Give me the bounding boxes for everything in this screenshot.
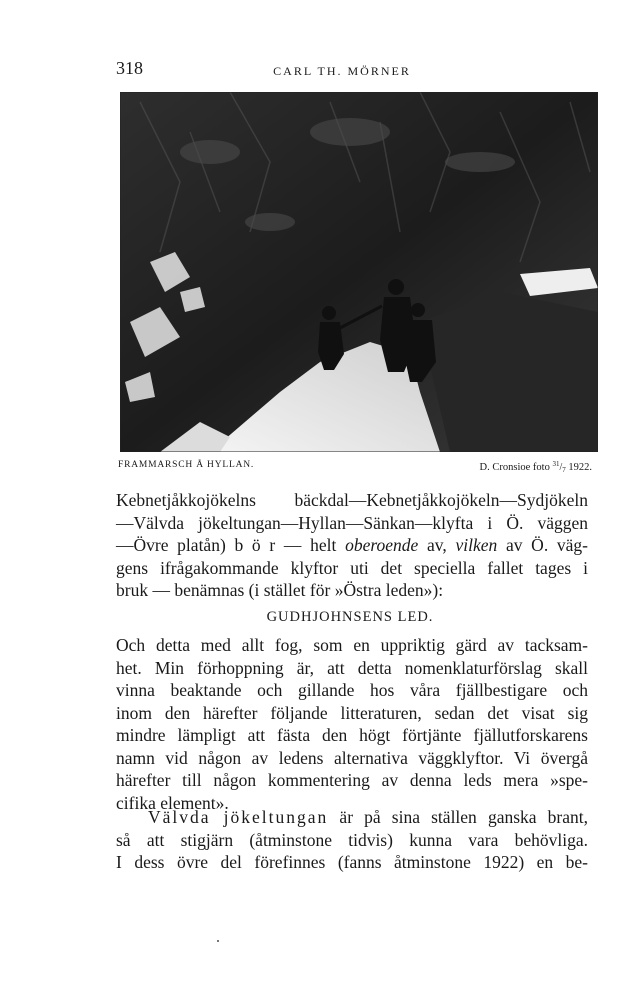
text-span: är på sina ställen ganska brant,	[328, 807, 588, 827]
text-line: cifika element».	[116, 792, 229, 813]
credit-day: 31	[552, 460, 560, 468]
text-line	[116, 534, 588, 557]
text-span: av,	[418, 535, 456, 555]
page-number: 318	[116, 58, 143, 78]
page-speck	[217, 940, 219, 942]
running-head: CARL TH. MÖRNER	[273, 64, 411, 78]
spaced-term: Välvda jökeltungan	[148, 807, 329, 827]
mountain-climbers-photo	[120, 92, 598, 452]
credit-month: 7	[562, 466, 566, 474]
photograph	[120, 92, 598, 452]
text-line: inom den härefter följande litteraturen, sedan det visat sig	[116, 702, 588, 723]
credit-prefix: D. Cronsioe foto	[479, 462, 553, 473]
photo-credit: D. Cronsioe foto $^{31}/_7$ 1922.	[479, 460, 592, 474]
text-line: namn vid någon av ledens alternativa väggklyftor. Vi övergå	[116, 747, 588, 768]
emphasis-vilken: vilken	[455, 535, 498, 555]
text-line: Och detta med allt fog, som en uppriktig gärd av tacksam-	[116, 635, 588, 655]
text-line: så att stigjärn (åtminstone tidvis) kunna vara behövliga.	[116, 829, 588, 850]
text-line: härefter till någon kommentering av denna leds mera »spe-	[116, 770, 588, 790]
text-line: bruk — benämnas (i stället för »Östra leden»):	[116, 580, 444, 600]
text-line: I dess övre del förefinnes (fanns åtminstone 1922) en be-	[116, 852, 588, 872]
text-line: Kebnetjåkkojökelns bäckdal—Kebnetjåkkojökeln—Sydjökeln	[116, 490, 588, 510]
emphasis-oberoende: oberoende	[345, 535, 419, 555]
section-heading: GUDHJOHNSENS LED.	[266, 609, 434, 625]
text-line: vinna beaktande och gillande hos våra fjällbestigare och	[116, 680, 588, 700]
text-line	[116, 806, 588, 829]
paragraph-glacier-tongue	[116, 806, 588, 874]
figure-caption: FRAMMARSCH Å HYLLAN.	[118, 460, 255, 470]
paragraph-dedication	[116, 634, 588, 814]
paragraph-route-naming	[116, 489, 588, 602]
credit-year: 1922.	[565, 462, 592, 473]
text-line: mindre lämpligt att fästa den högt förtjänte fjällutforskarens	[116, 725, 588, 745]
text-span: —Övre platån) b ö r — helt	[116, 535, 346, 555]
text-span: av Ö. väg-	[497, 535, 588, 555]
text-line: gens ifrågakommande klyftor uti det speciella fallet tages i	[116, 557, 588, 578]
text-line: —Välvda jökeltungan—Hyllan—Sänkan—klyfta i Ö. väggen	[116, 512, 588, 533]
text-line: het. Min förhoppning är, att detta nomenklaturförslag skall	[116, 657, 588, 678]
